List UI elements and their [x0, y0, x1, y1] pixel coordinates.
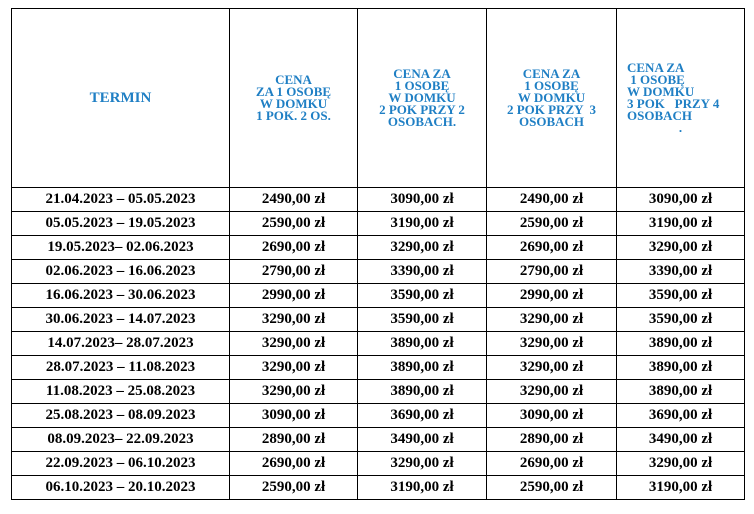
- cell-price-2-rooms-3-persons: 3290,00 zł: [487, 356, 617, 380]
- cell-term: 16.06.2023 – 30.06.2023: [12, 284, 230, 308]
- table-row: [12, 380, 745, 404]
- header-termin: [12, 9, 230, 188]
- cell-term: 05.05.2023 – 19.05.2023: [12, 212, 230, 236]
- header-line: W DOMKU: [259, 96, 328, 111]
- cell-price-2-rooms-2-persons: 3190,00 zł: [358, 476, 487, 500]
- table-row: [12, 236, 745, 260]
- cell-price-1-room-2-persons: 2890,00 zł: [230, 428, 358, 452]
- header-line: 3 POK PRZY 4: [627, 96, 720, 111]
- header-line: CENA ZA: [522, 66, 581, 81]
- cell-price-2-rooms-3-persons: 2790,00 zł: [487, 260, 617, 284]
- table-row: [12, 428, 745, 452]
- table-row: [12, 476, 745, 500]
- cell-price-2-rooms-3-persons: 2690,00 zł: [487, 236, 617, 260]
- header-price-1-room-2-persons: [230, 9, 358, 188]
- cell-price-3-rooms-4-persons: 3190,00 zł: [617, 476, 745, 500]
- cell-term: 02.06.2023 – 16.06.2023: [12, 260, 230, 284]
- table-row: [12, 284, 745, 308]
- cell-price-3-rooms-4-persons: 3290,00 zł: [617, 236, 745, 260]
- cell-term: 08.09.2023– 22.09.2023: [12, 428, 230, 452]
- cell-price-2-rooms-2-persons: 3890,00 zł: [358, 332, 487, 356]
- cell-price-1-room-2-persons: 2690,00 zł: [230, 452, 358, 476]
- cell-price-2-rooms-2-persons: 3890,00 zł: [358, 356, 487, 380]
- table-row: [12, 212, 745, 236]
- cell-price-1-room-2-persons: 2590,00 zł: [230, 212, 358, 236]
- table-row: [12, 308, 745, 332]
- cell-price-2-rooms-2-persons: 3490,00 zł: [358, 428, 487, 452]
- cell-price-2-rooms-2-persons: 3390,00 zł: [358, 260, 487, 284]
- cell-price-1-room-2-persons: 3290,00 zł: [230, 356, 358, 380]
- cell-price-2-rooms-3-persons: 2490,00 zł: [487, 188, 617, 212]
- cell-price-2-rooms-2-persons: 3590,00 zł: [358, 308, 487, 332]
- cell-term: 30.06.2023 – 14.07.2023: [12, 308, 230, 332]
- cell-term: 22.09.2023 – 06.10.2023: [12, 452, 230, 476]
- cell-term: 11.08.2023 – 25.08.2023: [12, 380, 230, 404]
- cell-price-3-rooms-4-persons: 3890,00 zł: [617, 380, 745, 404]
- cell-price-2-rooms-2-persons: 3290,00 zł: [358, 236, 487, 260]
- header-line: TERMIN: [89, 90, 152, 106]
- cell-term: 19.05.2023– 02.06.2023: [12, 236, 230, 260]
- cell-term: 14.07.2023– 28.07.2023: [12, 332, 230, 356]
- header-price-2-rooms-2-persons: [358, 9, 487, 188]
- header-line: OSOBACH: [518, 114, 584, 129]
- cell-price-1-room-2-persons: 3290,00 zł: [230, 380, 358, 404]
- header-line: 2 POK PRZY 2: [379, 102, 465, 117]
- table-row: [12, 260, 745, 284]
- cell-price-2-rooms-2-persons: 3690,00 zł: [358, 404, 487, 428]
- price-table: [11, 8, 745, 500]
- table-row: [12, 188, 745, 212]
- cell-term: 06.10.2023 – 20.10.2023: [12, 476, 230, 500]
- cell-price-2-rooms-3-persons: 2990,00 zł: [487, 284, 617, 308]
- cell-term: 21.04.2023 – 05.05.2023: [12, 188, 230, 212]
- table-body: [12, 188, 745, 500]
- cell-price-3-rooms-4-persons: 3590,00 zł: [617, 284, 745, 308]
- cell-price-3-rooms-4-persons: 3890,00 zł: [617, 332, 745, 356]
- table-row: [12, 404, 745, 428]
- cell-price-2-rooms-3-persons: 2590,00 zł: [487, 476, 617, 500]
- cell-price-2-rooms-2-persons: 3290,00 zł: [358, 452, 487, 476]
- cell-price-2-rooms-2-persons: 3590,00 zł: [358, 284, 487, 308]
- header-line: 1 OSOBĘ: [524, 78, 579, 93]
- header-row: [12, 9, 745, 188]
- cell-price-2-rooms-3-persons: 3090,00 zł: [487, 404, 617, 428]
- header-line: W DOMKU: [627, 84, 695, 99]
- cell-term: 25.08.2023 – 08.09.2023: [12, 404, 230, 428]
- header-line: CENA ZA: [393, 66, 451, 81]
- cell-price-2-rooms-3-persons: 3290,00 zł: [487, 332, 617, 356]
- cell-price-3-rooms-4-persons: 3690,00 zł: [617, 404, 745, 428]
- header-line: W DOMKU: [388, 90, 456, 105]
- header-line: 1 POK. 2 OS.: [256, 108, 331, 123]
- header-line: ZA 1 OSOBĘ: [255, 84, 332, 99]
- header-price-2-rooms-3-persons: [487, 9, 617, 188]
- cell-price-1-room-2-persons: 3290,00 zł: [230, 332, 358, 356]
- header-line: 2 POK PRZY 3: [506, 102, 597, 117]
- cell-price-3-rooms-4-persons: 3390,00 zł: [617, 260, 745, 284]
- cell-price-3-rooms-4-persons: 3190,00 zł: [617, 212, 745, 236]
- header-line: 1 OSOBĘ: [394, 78, 450, 93]
- cell-price-2-rooms-3-persons: 2590,00 zł: [487, 212, 617, 236]
- cell-price-2-rooms-3-persons: 2690,00 zł: [487, 452, 617, 476]
- cell-price-1-room-2-persons: 2990,00 zł: [230, 284, 358, 308]
- header-line: OSOBACH.: [387, 114, 457, 129]
- cell-price-2-rooms-3-persons: 3290,00 zł: [487, 380, 617, 404]
- header-line: CENA: [275, 72, 312, 87]
- cell-price-3-rooms-4-persons: 3090,00 zł: [617, 188, 745, 212]
- cell-price-1-room-2-persons: 2590,00 zł: [230, 476, 358, 500]
- table-row: [12, 356, 745, 380]
- cell-price-3-rooms-4-persons: 3490,00 zł: [617, 428, 745, 452]
- header-price-3-rooms-4-persons: [617, 9, 745, 188]
- cell-price-2-rooms-2-persons: 3890,00 zł: [358, 380, 487, 404]
- header-line: W DOMKU: [517, 90, 586, 105]
- header-line: .: [678, 120, 683, 135]
- cell-price-1-room-2-persons: 3290,00 zł: [230, 308, 358, 332]
- cell-price-1-room-2-persons: 2490,00 zł: [230, 188, 358, 212]
- cell-price-2-rooms-3-persons: 3290,00 zł: [487, 308, 617, 332]
- cell-price-3-rooms-4-persons: 3590,00 zł: [617, 308, 745, 332]
- cell-term: 28.07.2023 – 11.08.2023: [12, 356, 230, 380]
- table-row: [12, 452, 745, 476]
- cell-price-1-room-2-persons: 3090,00 zł: [230, 404, 358, 428]
- cell-price-2-rooms-3-persons: 2890,00 zł: [487, 428, 617, 452]
- header-line: 1 OSOBĘ: [627, 72, 685, 87]
- header-line: CENA ZA: [627, 60, 685, 75]
- header-line: OSOBACH: [627, 108, 693, 123]
- cell-price-1-room-2-persons: 2790,00 zł: [230, 260, 358, 284]
- cell-price-1-room-2-persons: 2690,00 zł: [230, 236, 358, 260]
- cell-price-2-rooms-2-persons: 3090,00 zł: [358, 188, 487, 212]
- cell-price-3-rooms-4-persons: 3890,00 zł: [617, 356, 745, 380]
- cell-price-2-rooms-2-persons: 3190,00 zł: [358, 212, 487, 236]
- table-row: [12, 332, 745, 356]
- cell-price-3-rooms-4-persons: 3290,00 zł: [617, 452, 745, 476]
